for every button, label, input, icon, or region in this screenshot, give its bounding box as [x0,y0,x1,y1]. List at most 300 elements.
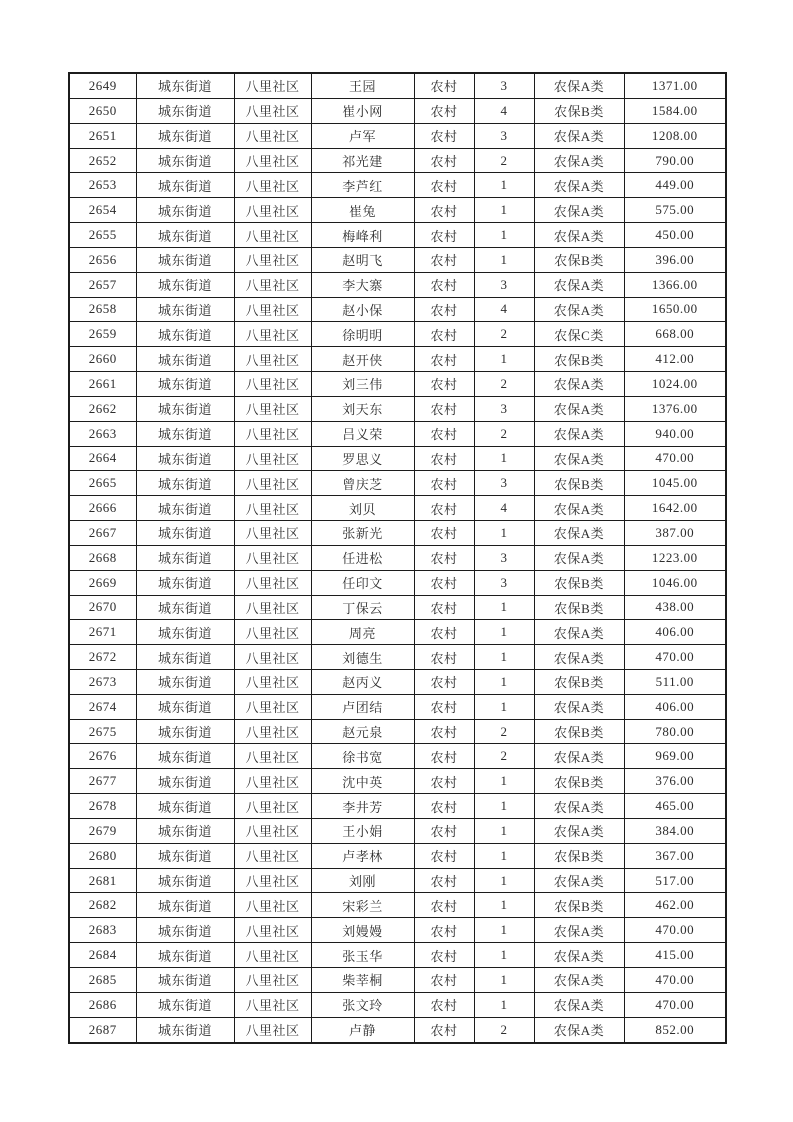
name-cell: 沈中英 [311,769,414,794]
name-cell: 祁光建 [311,148,414,173]
table-row [69,694,726,719]
person-count-cell: 1 [474,818,534,843]
amount-cell: 1366.00 [624,272,726,297]
insurance-class-cell: 农保A类 [534,148,624,173]
insurance-class-cell: 农保B类 [534,471,624,496]
person-count-cell: 4 [474,496,534,521]
person-count-cell: 1 [474,794,534,819]
insurance-class-cell: 农保A类 [534,868,624,893]
row-id-cell: 2680 [69,843,136,868]
row-id-cell: 2651 [69,123,136,148]
row-id-cell: 2684 [69,943,136,968]
community-cell: 八里社区 [234,794,311,819]
row-id-cell: 2655 [69,223,136,248]
street-cell: 城东街道 [136,73,234,98]
community-cell: 八里社区 [234,421,311,446]
table-row [69,148,726,173]
community-cell: 八里社区 [234,818,311,843]
name-cell: 刘天东 [311,396,414,421]
residence-type-cell: 农村 [414,818,474,843]
person-count-cell: 2 [474,322,534,347]
name-cell: 张玉华 [311,943,414,968]
table-row [69,719,726,744]
table-row [69,521,726,546]
row-id-cell: 2673 [69,670,136,695]
table-row [69,595,726,620]
person-count-cell: 1 [474,967,534,992]
name-cell: 李大寨 [311,272,414,297]
table-row [69,744,726,769]
community-cell: 八里社区 [234,893,311,918]
row-id-cell: 2675 [69,719,136,744]
insurance-class-cell: 农保A类 [534,123,624,148]
street-cell: 城东街道 [136,471,234,496]
residence-type-cell: 农村 [414,670,474,695]
table-row [69,645,726,670]
community-cell: 八里社区 [234,1017,311,1043]
name-cell: 崔小网 [311,98,414,123]
amount-cell: 852.00 [624,1017,726,1043]
residence-type-cell: 农村 [414,843,474,868]
residence-type-cell: 农村 [414,446,474,471]
insurance-class-cell: 农保A类 [534,694,624,719]
insurance-class-cell: 农保A类 [534,521,624,546]
name-cell: 刘贝 [311,496,414,521]
name-cell: 崔兔 [311,198,414,223]
amount-cell: 1024.00 [624,372,726,397]
table-row [69,173,726,198]
amount-cell: 415.00 [624,943,726,968]
amount-cell: 470.00 [624,992,726,1017]
insurance-class-cell: 农保C类 [534,322,624,347]
person-count-cell: 1 [474,992,534,1017]
community-cell: 八里社区 [234,272,311,297]
row-id-cell: 2685 [69,967,136,992]
row-id-cell: 2686 [69,992,136,1017]
person-count-cell: 1 [474,173,534,198]
row-id-cell: 2659 [69,322,136,347]
person-count-cell: 1 [474,769,534,794]
person-count-cell: 1 [474,198,534,223]
person-count-cell: 3 [474,471,534,496]
community-cell: 八里社区 [234,570,311,595]
street-cell: 城东街道 [136,645,234,670]
community-cell: 八里社区 [234,446,311,471]
insurance-class-cell: 农保A类 [534,620,624,645]
residence-type-cell: 农村 [414,521,474,546]
community-cell: 八里社区 [234,967,311,992]
street-cell: 城东街道 [136,595,234,620]
name-cell: 赵小保 [311,297,414,322]
table-row [69,496,726,521]
insurance-class-cell: 农保A类 [534,446,624,471]
name-cell: 周亮 [311,620,414,645]
name-cell: 张新光 [311,521,414,546]
street-cell: 城东街道 [136,818,234,843]
street-cell: 城东街道 [136,868,234,893]
name-cell: 赵开侠 [311,347,414,372]
community-cell: 八里社区 [234,347,311,372]
table-row [69,198,726,223]
amount-cell: 1371.00 [624,73,726,98]
amount-cell: 384.00 [624,818,726,843]
name-cell: 赵元泉 [311,719,414,744]
amount-cell: 449.00 [624,173,726,198]
table-row [69,893,726,918]
insurance-class-cell: 农保A类 [534,918,624,943]
amount-cell: 450.00 [624,223,726,248]
person-count-cell: 4 [474,297,534,322]
row-id-cell: 2652 [69,148,136,173]
community-cell: 八里社区 [234,670,311,695]
amount-cell: 940.00 [624,421,726,446]
name-cell: 卢孝林 [311,843,414,868]
table-row [69,670,726,695]
insurance-class-cell: 农保B类 [534,595,624,620]
row-id-cell: 2658 [69,297,136,322]
person-count-cell: 2 [474,421,534,446]
row-id-cell: 2667 [69,521,136,546]
row-id-cell: 2656 [69,247,136,272]
community-cell: 八里社区 [234,694,311,719]
row-id-cell: 2649 [69,73,136,98]
community-cell: 八里社区 [234,521,311,546]
street-cell: 城东街道 [136,670,234,695]
person-count-cell: 2 [474,1017,534,1043]
community-cell: 八里社区 [234,943,311,968]
insurance-class-cell: 农保A类 [534,967,624,992]
row-id-cell: 2664 [69,446,136,471]
community-cell: 八里社区 [234,98,311,123]
table-row [69,272,726,297]
street-cell: 城东街道 [136,272,234,297]
residence-type-cell: 农村 [414,98,474,123]
row-id-cell: 2669 [69,570,136,595]
residence-type-cell: 农村 [414,123,474,148]
amount-cell: 517.00 [624,868,726,893]
community-cell: 八里社区 [234,744,311,769]
row-id-cell: 2653 [69,173,136,198]
table-row [69,967,726,992]
row-id-cell: 2674 [69,694,136,719]
amount-cell: 412.00 [624,347,726,372]
community-cell: 八里社区 [234,322,311,347]
community-cell: 八里社区 [234,496,311,521]
amount-cell: 387.00 [624,521,726,546]
street-cell: 城东街道 [136,148,234,173]
name-cell: 曾庆芝 [311,471,414,496]
residence-type-cell: 农村 [414,893,474,918]
residence-type-cell: 农村 [414,794,474,819]
street-cell: 城东街道 [136,446,234,471]
street-cell: 城东街道 [136,223,234,248]
residence-type-cell: 农村 [414,148,474,173]
person-count-cell: 1 [474,223,534,248]
residence-type-cell: 农村 [414,744,474,769]
name-cell: 丁保云 [311,595,414,620]
community-cell: 八里社区 [234,843,311,868]
table-row [69,98,726,123]
name-cell: 梅峰利 [311,223,414,248]
row-id-cell: 2662 [69,396,136,421]
amount-cell: 1584.00 [624,98,726,123]
insurance-class-cell: 农保A类 [534,744,624,769]
street-cell: 城东街道 [136,421,234,446]
row-id-cell: 2661 [69,372,136,397]
street-cell: 城东街道 [136,769,234,794]
table-row [69,297,726,322]
street-cell: 城东街道 [136,496,234,521]
amount-cell: 367.00 [624,843,726,868]
amount-cell: 1650.00 [624,297,726,322]
name-cell: 王小娟 [311,818,414,843]
row-id-cell: 2687 [69,1017,136,1043]
person-count-cell: 1 [474,645,534,670]
name-cell: 赵丙义 [311,670,414,695]
name-cell: 卢团结 [311,694,414,719]
roster-table [68,72,727,1044]
table-row [69,918,726,943]
residence-type-cell: 农村 [414,694,474,719]
row-id-cell: 2654 [69,198,136,223]
insurance-class-cell: 农保B类 [534,247,624,272]
community-cell: 八里社区 [234,123,311,148]
insurance-class-cell: 农保A类 [534,794,624,819]
person-count-cell: 3 [474,570,534,595]
table-row [69,943,726,968]
row-id-cell: 2666 [69,496,136,521]
name-cell: 任印文 [311,570,414,595]
insurance-class-cell: 农保A类 [534,645,624,670]
community-cell: 八里社区 [234,223,311,248]
community-cell: 八里社区 [234,645,311,670]
amount-cell: 511.00 [624,670,726,695]
residence-type-cell: 农村 [414,967,474,992]
row-id-cell: 2683 [69,918,136,943]
person-count-cell: 1 [474,620,534,645]
person-count-cell: 3 [474,123,534,148]
community-cell: 八里社区 [234,148,311,173]
street-cell: 城东街道 [136,943,234,968]
street-cell: 城东街道 [136,123,234,148]
row-id-cell: 2660 [69,347,136,372]
table-row [69,247,726,272]
amount-cell: 438.00 [624,595,726,620]
street-cell: 城东街道 [136,992,234,1017]
amount-cell: 790.00 [624,148,726,173]
row-id-cell: 2679 [69,818,136,843]
name-cell: 王园 [311,73,414,98]
person-count-cell: 3 [474,545,534,570]
name-cell: 张文玲 [311,992,414,1017]
insurance-class-cell: 农保A类 [534,372,624,397]
person-count-cell: 1 [474,446,534,471]
street-cell: 城东街道 [136,918,234,943]
amount-cell: 780.00 [624,719,726,744]
name-cell: 李芦红 [311,173,414,198]
table-row [69,545,726,570]
name-cell: 罗思义 [311,446,414,471]
row-id-cell: 2672 [69,645,136,670]
amount-cell: 462.00 [624,893,726,918]
row-id-cell: 2663 [69,421,136,446]
residence-type-cell: 农村 [414,570,474,595]
insurance-class-cell: 农保A类 [534,545,624,570]
amount-cell: 470.00 [624,446,726,471]
insurance-class-cell: 农保A类 [534,297,624,322]
street-cell: 城东街道 [136,173,234,198]
insurance-class-cell: 农保A类 [534,396,624,421]
person-count-cell: 1 [474,694,534,719]
community-cell: 八里社区 [234,372,311,397]
amount-cell: 1376.00 [624,396,726,421]
person-count-cell: 1 [474,843,534,868]
community-cell: 八里社区 [234,247,311,272]
row-id-cell: 2677 [69,769,136,794]
residence-type-cell: 农村 [414,868,474,893]
name-cell: 任进松 [311,545,414,570]
residence-type-cell: 农村 [414,620,474,645]
table-row [69,769,726,794]
community-cell: 八里社区 [234,868,311,893]
name-cell: 刘三伟 [311,372,414,397]
amount-cell: 575.00 [624,198,726,223]
insurance-class-cell: 农保B类 [534,98,624,123]
residence-type-cell: 农村 [414,297,474,322]
person-count-cell: 1 [474,521,534,546]
person-count-cell: 1 [474,868,534,893]
community-cell: 八里社区 [234,595,311,620]
amount-cell: 470.00 [624,967,726,992]
residence-type-cell: 农村 [414,595,474,620]
community-cell: 八里社区 [234,198,311,223]
street-cell: 城东街道 [136,545,234,570]
street-cell: 城东街道 [136,744,234,769]
insurance-class-cell: 农保B类 [534,670,624,695]
table-row [69,347,726,372]
insurance-class-cell: 农保A类 [534,198,624,223]
community-cell: 八里社区 [234,297,311,322]
name-cell: 赵明飞 [311,247,414,272]
amount-cell: 1046.00 [624,570,726,595]
insurance-class-cell: 农保A类 [534,73,624,98]
residence-type-cell: 农村 [414,1017,474,1043]
table-row [69,570,726,595]
amount-cell: 406.00 [624,694,726,719]
row-id-cell: 2671 [69,620,136,645]
insurance-class-cell: 农保B类 [534,570,624,595]
name-cell: 刘刚 [311,868,414,893]
table-row [69,223,726,248]
amount-cell: 1642.00 [624,496,726,521]
insurance-class-cell: 农保A类 [534,223,624,248]
person-count-cell: 4 [474,98,534,123]
residence-type-cell: 农村 [414,247,474,272]
name-cell: 吕义荣 [311,421,414,446]
street-cell: 城东街道 [136,347,234,372]
name-cell: 刘德生 [311,645,414,670]
name-cell: 徐书宽 [311,744,414,769]
table-row [69,123,726,148]
name-cell: 卢静 [311,1017,414,1043]
residence-type-cell: 农村 [414,322,474,347]
name-cell: 宋彩兰 [311,893,414,918]
person-count-cell: 1 [474,918,534,943]
street-cell: 城东街道 [136,198,234,223]
person-count-cell: 2 [474,719,534,744]
table-row [69,446,726,471]
table-row [69,620,726,645]
name-cell: 李井芳 [311,794,414,819]
amount-cell: 969.00 [624,744,726,769]
table-row [69,471,726,496]
amount-cell: 406.00 [624,620,726,645]
street-cell: 城东街道 [136,1017,234,1043]
insurance-class-cell: 农保A类 [534,943,624,968]
person-count-cell: 2 [474,744,534,769]
street-cell: 城东街道 [136,98,234,123]
insurance-class-cell: 农保A类 [534,173,624,198]
table-row [69,843,726,868]
insurance-class-cell: 农保A类 [534,818,624,843]
street-cell: 城东街道 [136,322,234,347]
person-count-cell: 1 [474,247,534,272]
residence-type-cell: 农村 [414,347,474,372]
table-row [69,794,726,819]
name-cell: 卢军 [311,123,414,148]
insurance-class-cell: 农保B类 [534,347,624,372]
table-row [69,818,726,843]
street-cell: 城东街道 [136,297,234,322]
residence-type-cell: 农村 [414,769,474,794]
community-cell: 八里社区 [234,471,311,496]
residence-type-cell: 农村 [414,545,474,570]
street-cell: 城东街道 [136,794,234,819]
street-cell: 城东街道 [136,967,234,992]
amount-cell: 668.00 [624,322,726,347]
residence-type-cell: 农村 [414,496,474,521]
street-cell: 城东街道 [136,620,234,645]
residence-type-cell: 农村 [414,173,474,198]
row-id-cell: 2670 [69,595,136,620]
name-cell: 刘嫚嫚 [311,918,414,943]
street-cell: 城东街道 [136,396,234,421]
row-id-cell: 2682 [69,893,136,918]
row-id-cell: 2681 [69,868,136,893]
insurance-class-cell: 农保B类 [534,769,624,794]
person-count-cell: 3 [474,396,534,421]
name-cell: 柴莘桐 [311,967,414,992]
street-cell: 城东街道 [136,247,234,272]
amount-cell: 376.00 [624,769,726,794]
table-row [69,372,726,397]
street-cell: 城东街道 [136,521,234,546]
street-cell: 城东街道 [136,570,234,595]
insurance-class-cell: 农保A类 [534,272,624,297]
residence-type-cell: 农村 [414,471,474,496]
street-cell: 城东街道 [136,893,234,918]
community-cell: 八里社区 [234,545,311,570]
residence-type-cell: 农村 [414,372,474,397]
person-count-cell: 1 [474,670,534,695]
person-count-cell: 3 [474,73,534,98]
table-row [69,322,726,347]
person-count-cell: 1 [474,347,534,372]
row-id-cell: 2668 [69,545,136,570]
amount-cell: 1045.00 [624,471,726,496]
table-row [69,1017,726,1043]
community-cell: 八里社区 [234,620,311,645]
